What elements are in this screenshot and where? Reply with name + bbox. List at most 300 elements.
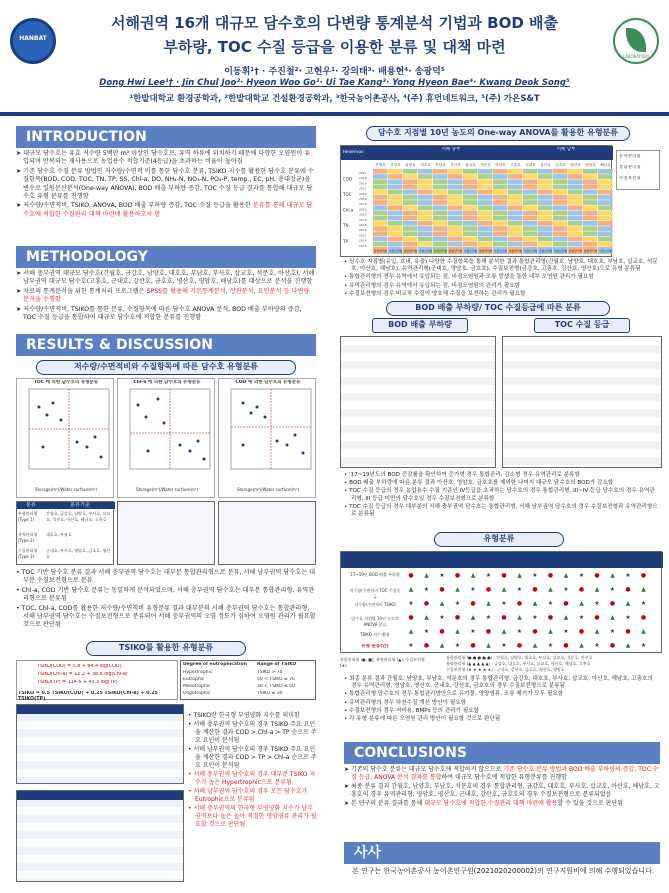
anova-cell [493,237,508,242]
anova-cell [553,237,568,242]
classify-symbol: ★ [470,586,476,593]
anova-body [344,259,660,299]
tsi-formula-3: TSIKO(TP) = 114.6 + 43.3 log(TP) [37,680,118,685]
toc-grade-table [502,336,662,468]
anova-cell [373,242,388,247]
anova-cell [598,205,613,210]
classify-symbols [403,568,661,654]
tsi-table-south [16,790,184,882]
title-line-2: 부하량, TOC 수질 등급을 이용한 분류 및 대책 마련 [163,38,506,56]
anova-cell [508,174,523,179]
degree-range: 50 < TSIKO ≤ 70 [257,677,295,682]
anova-year-label: 2012 [359,233,367,238]
anova-year-label: 2016 [359,176,367,181]
tsi-body [188,712,318,830]
bod-p3: • TOC 수질 등급의 경우 농업용수 수질 기준인 IV등급을 초과하는 담수호의 경우 통합관리형, III~IV 등급 담수호의 경우 유역관리형, III 등급 미만의 담수호일 경우 수질보전형으로 분류함 [344,488,655,502]
anova-param-label: COD [343,176,353,182]
anova-cell [553,190,568,195]
ack-text: 본 연구는 한국농어촌공사 농어촌연구원(2021020200002)의 연구지원비에 의해 수행되었습니다. [352,867,655,875]
method-heading: METHODOLOGY [16,246,316,268]
results-p-a: • TOC 기반 담수호 분류 결과 서해 충부권역 담수호는 대부분 통합관리형으로 분류, 서해 남부권역 담수호는 대부분 수질보전형으로 분류 [16,569,316,585]
classify-symbol: ● [625,586,631,593]
anova-cell [448,174,463,179]
classify-symbol: ● [532,628,538,635]
bod-heading: BOD 배출 부하량/ TOC 수질등급에 따른 분류 [386,301,610,316]
anova-year-label: 2019 [359,181,367,186]
anova-cell [418,221,433,226]
anova-cell [598,200,613,205]
classify-symbol: ● [594,572,600,579]
anova-cell [418,205,433,210]
classify-symbol: ▲ [408,628,414,635]
anova-lake-label: 고흥호 [510,163,521,167]
anova-cell [523,226,538,231]
anova-lake-label: 아산호 [495,163,506,167]
tsi-p3: • 서해 남부권역 담수호의 경우 TSIKO 주요 요인을 계산한 결과 COD > TP > Chl-a 순으로 주요 요인이 분석됨 [188,746,317,769]
anova-cell [478,169,493,174]
title-line-1: 서해권역 16개 대규모 담수호의 다변량 통계분석 기법과 BOD 배출 [110,14,559,32]
anova-cell [553,169,568,174]
anova-cell [583,216,598,221]
classify-symbol: ● [532,586,538,593]
classify-symbol: ● [563,642,569,649]
classify-symbol: ▲ [532,600,538,607]
anova-cell [403,242,418,247]
anova-footer-label: 통합관리형 [448,249,463,253]
anova-cell [508,169,523,174]
chla-chart [117,378,215,498]
cod-chart-xlabel: Storage(m³)/Water surface(m²) [236,487,300,492]
anova-cell [598,179,613,184]
anova-cell [433,185,448,190]
classify-symbol: ▲ [594,628,600,635]
classify-symbol: ★ [563,628,569,635]
anova-cell [598,211,613,216]
degree-range: TSIKO > 70 [257,670,283,675]
anova-cell [418,185,433,190]
classify-symbol: ▲ [579,642,584,649]
classify-symbol: ★ [408,600,414,607]
anova-heading: 담수호 지점별 10년 농도의 One-way ANOVA를 활용한 유형분류 [366,126,630,141]
university-logo [10,18,56,64]
tsi-table-central [16,704,184,784]
anova-cell [568,205,583,210]
anova-cell [463,211,478,216]
anova-year-label: 2016 [359,238,367,243]
classify-symbol: ▲ [470,572,476,579]
anova-cell [418,226,433,231]
anova-cell [433,169,448,174]
anova-cell [538,205,553,210]
anova-param-label: TN [343,223,349,229]
anova-cell [463,200,478,205]
anova-cell [373,169,388,174]
classify-symbol: ★ [578,572,585,579]
poster-header [0,0,669,118]
classify-symbol: ● [516,642,523,649]
classify-symbol: ▲ [455,586,460,593]
anova-lake-label: 강산호 [540,163,551,167]
conclusion-p2: ➤ 최종 분류 결과 간월호, 남양호, 부남호, 석문호의 경우 통합관리형, 금강호, 대호호, 부사호, 삽교호, 아산호, 해남호, 고흥호의 경우 유역관리형, 영암호, 영산호, 군내호, 강산호, 금호호의 경우 수질보전형으로 분류되었음 [344,783,660,798]
anova-cell [523,216,538,221]
classify-notes: 통합관리형 (●, ■), 유역관리형 (▲), 수질보전형 (★) [340,657,425,668]
anova-cell [448,211,463,216]
anova-cell [433,179,448,184]
anova-cell [448,179,463,184]
anova-cell [538,179,553,184]
conclusion-p3-red: 대규모 담수호에 적합한 수질관리 대책 마련에 활용 [424,800,558,807]
classify-p5: • 각 유형 분류에 따른 오염원 관리 방안이 필요할 것으로 판단됨 [344,716,501,723]
anova-lake-label: 부사호 [450,163,461,167]
anova-cell [388,221,403,226]
anova-cell [553,231,568,236]
classify-symbol: ● [516,600,523,607]
bod-p2: • BOD 배출 부하량에 따른 분류 결과 아산호, 영암호, 금호호를 제외한 나머지 대규모 담수호의 BOD가 감소함 [344,480,614,487]
classify-p3: • 유역관리형의 경우 하천수질 개선 방안이 필요함 [344,699,467,706]
anova-year-label: 2019 [359,197,367,201]
toc-chart [16,378,114,498]
anova-cell [373,226,388,231]
anova-cell [568,190,583,195]
anova-lake-label: 군내호 [525,163,536,167]
anova-cell [598,169,613,174]
anova-cell [493,205,508,210]
classify-symbol: ▲ [548,628,553,635]
anova-cell [433,174,448,179]
chla-chart-plot [118,387,214,487]
anova-cell [418,169,433,174]
anova-p4: • 수질보전형의 경우 비교적 수질이 양호해 수질을 보전하는 관리가 필요함 [344,290,526,297]
conclusion-body [344,766,660,809]
classify-symbol: ★ [485,572,492,579]
classify-symbol: ● [578,586,585,593]
bod-left-label: BOD 배출 부하량 [372,318,468,333]
classify-symbol: ● [609,642,616,649]
anova-param-label: TOC [343,192,352,197]
anova-cell [553,216,568,221]
classify-symbol: ★ [423,586,430,593]
classify-symbol: ★ [563,586,569,593]
intro-p3-red: 분류를 통해 대규모 담수호에 적합한 수질관리 대책 마련에 활용하고자 함 [23,202,313,218]
anova-cell [523,231,538,236]
anova-cell [403,221,418,226]
anova-cell [493,185,508,190]
anova-cell [448,231,463,236]
anova-cell [508,200,523,205]
anova-cell [388,174,403,179]
anova-lake-label: 대호호 [420,163,431,167]
anova-cell [388,216,403,221]
classify-symbol: ● [423,600,430,607]
tsi-p1: • TSIKO란 한국형 부영양화 지수를 의미함 [188,712,300,719]
legend-item: 통합관리형 [619,165,641,170]
anova-cell [598,221,613,226]
classify-row-label: 17~19년 BOD 배출 부하량 [350,572,400,577]
anova-cell [553,174,568,179]
classify-symbol: ★ [408,642,414,649]
anova-cell [388,226,403,231]
classify-symbol: ● [640,572,647,579]
anova-cell [388,200,403,205]
anova-year-label: 2019 [359,212,367,217]
anova-cell [433,190,448,195]
classify-symbol: ▲ [517,572,522,579]
classify-symbol: ● [501,572,507,579]
tsi-p2: • 서해 충부권역 담수호의 경우 TSIKO 주요 요인을 계산한 결과 COD > Chl-a > TP 순으로 주요 요인이 분석됨 [188,721,317,744]
anova-cell [403,179,418,184]
anova-cell [463,169,478,174]
anova-cell [508,237,523,242]
classify-symbol: ★ [454,600,461,607]
classify-symbol: ● [609,600,616,607]
legend-item: 수질보전형 [619,176,641,181]
anova-footer-label: 수질보전형 [418,249,433,253]
anova-cell [598,216,613,221]
type-table-h2: 분류기준 [45,502,115,509]
conclusion-p3a: ➤ 본 연구의 분류 결과를 통해 [344,800,425,807]
anova-cell [598,226,613,231]
anova-cell [568,185,583,190]
anova-cell [583,169,598,174]
anova-cell [598,237,613,242]
anova-cell [478,211,493,216]
anova-footer-label: 유역관리형 [433,249,448,253]
anova-year-label: 2012 [359,217,367,222]
classify-symbol: ★ [640,600,647,607]
classify-symbol: ▲ [424,614,429,621]
classify-symbol: ★ [516,586,523,593]
anova-cell [538,169,553,174]
anova-cell [478,185,493,190]
anova-cell [493,190,508,195]
tsi-p4: • 서해 충부권역 담수호의 경우 대부분 TSIKO 지수가 높은 Hypertrophic으로 분류됨 [188,771,316,786]
classify-symbol: ★ [594,642,600,649]
degree-range: 30 < TSIKO ≤ 50 [257,684,295,689]
anova-cell [583,179,598,184]
classify-symbol: ● [454,614,461,621]
classify-symbol: ▲ [594,586,600,593]
anova-cell [508,179,523,184]
anova-cell [388,190,403,195]
anova-cell [583,174,598,179]
anova-cell [493,179,508,184]
anova-cell [478,200,493,205]
anova-cell [478,221,493,226]
method-p2a: ➤ 자료의 통계분석을 위한 통계처리 프로그램은 [16,287,147,295]
anova-cell [418,237,433,242]
header-divider [0,112,669,116]
classify-symbol: ▲ [563,572,569,579]
classify-note: 수질보전형 (★ ★ ★ ★ ★) : 군내호, 강산호, 금호호, 영산호, 영암호 [446,667,565,672]
anova-cell [523,200,538,205]
anova-cell [568,237,583,242]
classify-p1: • 최종 분류 결과 간월호, 남양호, 부남호, 석문호의 경우 통합관리형, 금강호, 대호호, 부사호, 삽교호, 아산호, 해남호, 고흥호의 경우 유역관리형, 영암호, 영산호, 군내호, 강산호, 금호호의 경우 수질보전형으로 분류됨 [344,676,653,690]
anova-footer-label: 수질보전형 [493,249,508,253]
anova-reservoir-label: Reservoir [343,150,365,155]
anova-cell [433,211,448,216]
anova-cell [418,190,433,195]
method-body [16,270,316,323]
anova-footer-label: 수질보전형 [463,249,478,253]
anova-cell [418,231,433,236]
anova-cell [478,179,493,184]
chla-chart-xlabel: Storage(m³)/Water surface(m²) [135,487,199,492]
anova-cell [463,205,478,210]
anova-cell [403,169,418,174]
anova-param-label: Chl-a [343,207,354,213]
anova-lake-label: 해남호 [600,163,611,167]
classify-symbol: ● [408,572,414,579]
classify-symbol: ★ [625,572,631,579]
anova-year-label: 2012 [359,171,367,175]
anova-cell [373,195,388,200]
intro-p3: ➤ 저수량/수면적비, TSIKO, ANOVA, BOD 배출 부하량 증감, TOC 수질 등급을 활용한 [16,202,251,210]
type-table-h1: 분류 [17,502,45,509]
anova-cell [583,237,598,242]
anova-footer-label: 통합관리형 [568,249,583,253]
anova-cell [403,205,418,210]
intro-body [16,150,316,220]
classify-symbol: ● [470,642,476,649]
bod-p1: • '17~19년도의 BOD 증감률을 확인하여 증가형 경우 통합관리, 감소형 경우 유역관리로 분류함 [344,472,580,478]
classify-symbol: ▲ [408,586,414,593]
conclusion-p1a: ➤ 기존의 담수호 분류는 대규모 담수호에 적합하지 않으므로 [344,766,504,773]
anova-cell [493,211,508,216]
anova-cell [463,185,478,190]
anova-p2: • 통합관리형의 경우 유역에서 유입되는 점, 비점오염원과 조류 발생을 통한 내부 오염원 관리가 필요함 [344,274,594,281]
classify-symbol: ★ [439,572,445,579]
anova-lake-label: 영암호 [585,163,596,167]
anova-cell [568,226,583,231]
logo-right-text: LABORATORY [622,54,650,59]
classify-symbol: ▲ [501,628,507,635]
anova-lake-label: 부남호 [435,163,446,167]
anova-cell [553,200,568,205]
anova-cell [478,195,493,200]
anova-year-label: 2012 [359,186,367,191]
cod-chart-plot [219,387,315,487]
intro-p1: ➤ 대규모 담수호는 유효 저수량 5백만 m³ 이상인 담수호로, 유역 하류에 위치하기 때문에 다양한 오염원이 유입되며 반복되는 재사용으로 농업용수 적합기준(4등급)을 초과하는 비율이 높아짐 [16,150,311,166]
anova-cell [418,211,433,216]
classify-symbol: ▲ [455,628,460,635]
bod-table [340,336,496,468]
degree-name: Eutrophic [183,677,205,682]
anova-cell [523,221,538,226]
classify-final-label: 유형 분류(안) [361,644,389,649]
classify-symbol: ★ [516,628,523,635]
anova-cell [493,169,508,174]
classify-body [344,676,660,724]
anova-cell [388,205,403,210]
classify-symbol: ▲ [470,614,476,621]
anova-footer-label: 통합관리형 [508,249,523,253]
anova-cell [598,174,613,179]
anova-cell [448,185,463,190]
anova-cell [553,179,568,184]
anova-cell [523,174,538,179]
anova-cell [478,231,493,236]
anova-cell [448,200,463,205]
classify-symbol: ★ [578,614,585,621]
logo-left-text: HANBAT [19,35,47,42]
anova-cell [403,200,418,205]
anova-cell [418,216,433,221]
degree-range: TSIKO ≤ 30 [257,691,283,696]
anova-cell [388,169,403,174]
anova-cell [598,195,613,200]
anova-cell [373,216,388,221]
anova-cell [373,231,388,236]
anova-cell [373,185,388,190]
classify-symbol: ▲ [517,614,522,621]
anova-cell [403,195,418,200]
classify-symbol: ● [439,628,445,635]
anova-cell [463,174,478,179]
tsi-p5: • 서해 남부권역 담수호의 경우 모든 담수호가 Eutrophic으로 분류됨 [188,788,308,803]
results-sub2: TSIKO를 활용한 유형분류 [86,641,246,656]
degree-name: Oligotrophic [183,691,211,696]
bod-body [344,472,660,519]
classify-symbol: ● [625,628,631,635]
anova-cell [403,226,418,231]
lab-logo [613,18,659,64]
method-p2-red: SPSS를 활용해 기본통계분석, 상관분석, 요인분석 등 다변량 분석을 수행함 [23,287,310,304]
anova-cell [598,242,613,247]
chla-chart-title: Chl-a 에 의한 담수호의 유형분류 [133,380,201,385]
anova-footer-label: 수질보전형 [553,249,568,253]
classify-symbol: ● [408,614,414,621]
anova-cell [403,185,418,190]
anova-cell [448,216,463,221]
anova-cell [583,185,598,190]
anova-cell [373,200,388,205]
anova-cell [538,242,553,247]
anova-cell [448,242,463,247]
anova-footer-label: 통합관리형 [478,249,493,253]
classify-p2: • 통합관리형 담수호의 경우 통합관리방안으로 유기물, 영양염류, 조류 제거가 모두 필요함 [344,691,564,698]
anova-cell [553,195,568,200]
anova-cell [478,216,493,221]
anova-cell [598,185,613,190]
anova-cell [403,231,418,236]
anova-cell [553,221,568,226]
anova-cell [568,179,583,184]
anova-cell [538,174,553,179]
anova-cell [583,211,598,216]
toc-chart-title: TOC 에 의한 담수호의 유형분류 [33,380,99,385]
classify-symbol: ▲ [579,600,584,607]
classify-note: 유역관리형 (▲ ▲ ▲ ▲ ▲) : 금강호, 대호호, 부사호, 삽교호, 아산호, 해남호, 고흥호 [446,661,591,666]
anova-cell [583,221,598,226]
anova-footer-label: 수질보전형 [388,249,403,253]
classify-symbol: ★ [609,628,616,635]
classify-symbol: ● [547,572,554,579]
classify-symbol: ★ [547,642,554,649]
classify-symbol: ▲ [641,586,646,593]
anova-cell [478,205,493,210]
anova-cell [463,226,478,231]
anova-cell [418,200,433,205]
classify-symbol: ▲ [641,628,646,635]
anova-cell [463,190,478,195]
anova-heatmap [341,160,613,258]
anova-cell [568,174,583,179]
anova-cell [598,190,613,195]
anova-cell [448,190,463,195]
anova-legend [616,150,660,190]
anova-cell [523,190,538,195]
classify-symbol: ● [640,614,647,621]
